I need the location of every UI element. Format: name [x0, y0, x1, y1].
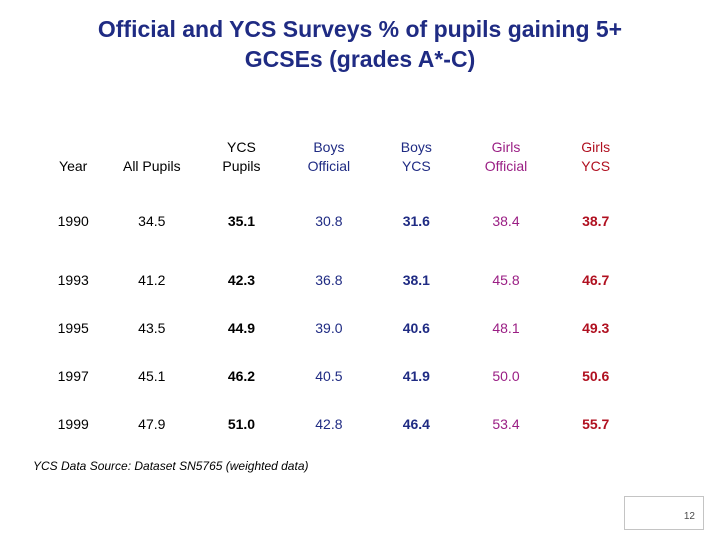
header-boys-official-line-2: Official: [307, 158, 351, 174]
title-line-2: GCSEs (grades A*-C): [244, 46, 476, 72]
header-ycs-pupils-line-2: Pupils: [222, 158, 261, 174]
table-header-row: [40, 132, 640, 176]
header-year-label: Year: [59, 158, 88, 174]
cell-boys-ycs: 31.6: [402, 213, 430, 229]
header-girls-ycs-line-2: YCS: [581, 158, 611, 174]
header-girls-official-line-1: Girls: [491, 139, 521, 155]
cell-ycs-pupils: 35.1: [227, 213, 256, 229]
page-number: 12: [683, 511, 695, 522]
cell-all-pupils: 47.9: [138, 416, 166, 432]
cell-year: 1993: [57, 272, 89, 288]
header-all-pupils-label: All Pupils: [122, 158, 181, 174]
cell-boys-ycs: 46.4: [402, 416, 430, 432]
cell-boys-ycs: 38.1: [402, 272, 430, 288]
page-number-box: [624, 496, 704, 530]
header-ycs-pupils: [197, 132, 286, 176]
header-boys-official: [286, 132, 372, 176]
cell-year: 1999: [57, 416, 89, 432]
table-row: [40, 400, 640, 448]
cell-all-pupils: 43.5: [138, 320, 166, 336]
cell-all-pupils: 45.1: [138, 368, 166, 384]
cell-boys-official: 30.8: [315, 213, 343, 229]
slide-title: [0, 14, 720, 74]
cell-ycs-pupils: 51.0: [227, 416, 256, 432]
header-boys-ycs-line-2: YCS: [401, 158, 431, 174]
header-year: [40, 132, 106, 176]
cell-girls-official: 45.8: [492, 272, 520, 288]
header-boys-ycs: [372, 132, 461, 176]
table-row: [40, 256, 640, 304]
cell-girls-official: 53.4: [492, 416, 520, 432]
cell-boys-ycs: 41.9: [402, 368, 430, 384]
cell-girls-ycs: 46.7: [582, 272, 610, 288]
gcse-results-table: [40, 132, 640, 448]
header-girls-ycs: [551, 132, 640, 176]
table-row: [40, 304, 640, 352]
table-row: [40, 352, 640, 400]
header-boys-ycs-line-1: Boys: [400, 139, 432, 155]
cell-ycs-pupils: 46.2: [227, 368, 256, 384]
cell-girls-ycs: 55.7: [582, 416, 610, 432]
cell-year: 1990: [57, 213, 89, 229]
data-source-note: YCS Data Source: Dataset SN5765 (weighted data): [33, 459, 309, 473]
cell-girls-ycs: 38.7: [582, 213, 610, 229]
header-boys-official-line-1: Boys: [313, 139, 345, 155]
table-row: [40, 176, 640, 256]
cell-ycs-pupils: 42.3: [227, 272, 256, 288]
cell-ycs-pupils: 44.9: [227, 320, 256, 336]
cell-boys-official: 42.8: [315, 416, 343, 432]
cell-year: 1997: [57, 368, 89, 384]
cell-girls-ycs: 49.3: [582, 320, 610, 336]
cell-girls-official: 38.4: [492, 213, 520, 229]
cell-boys-official: 40.5: [315, 368, 343, 384]
cell-girls-official: 48.1: [492, 320, 520, 336]
title-line-1: Official and YCS Surveys % of pupils gaining 5+: [97, 16, 623, 42]
cell-all-pupils: 34.5: [138, 213, 166, 229]
header-girls-official-line-2: Official: [484, 158, 528, 174]
cell-year: 1995: [57, 320, 89, 336]
header-girls-ycs-line-1: Girls: [581, 139, 611, 155]
header-all-pupils: [106, 132, 197, 176]
cell-all-pupils: 41.2: [138, 272, 166, 288]
cell-girls-official: 50.0: [492, 368, 520, 384]
cell-boys-official: 39.0: [315, 320, 343, 336]
header-girls-official: [461, 132, 552, 176]
cell-girls-ycs: 50.6: [582, 368, 610, 384]
header-ycs-pupils-line-1: YCS: [227, 139, 256, 155]
cell-boys-ycs: 40.6: [402, 320, 430, 336]
cell-boys-official: 36.8: [315, 272, 343, 288]
